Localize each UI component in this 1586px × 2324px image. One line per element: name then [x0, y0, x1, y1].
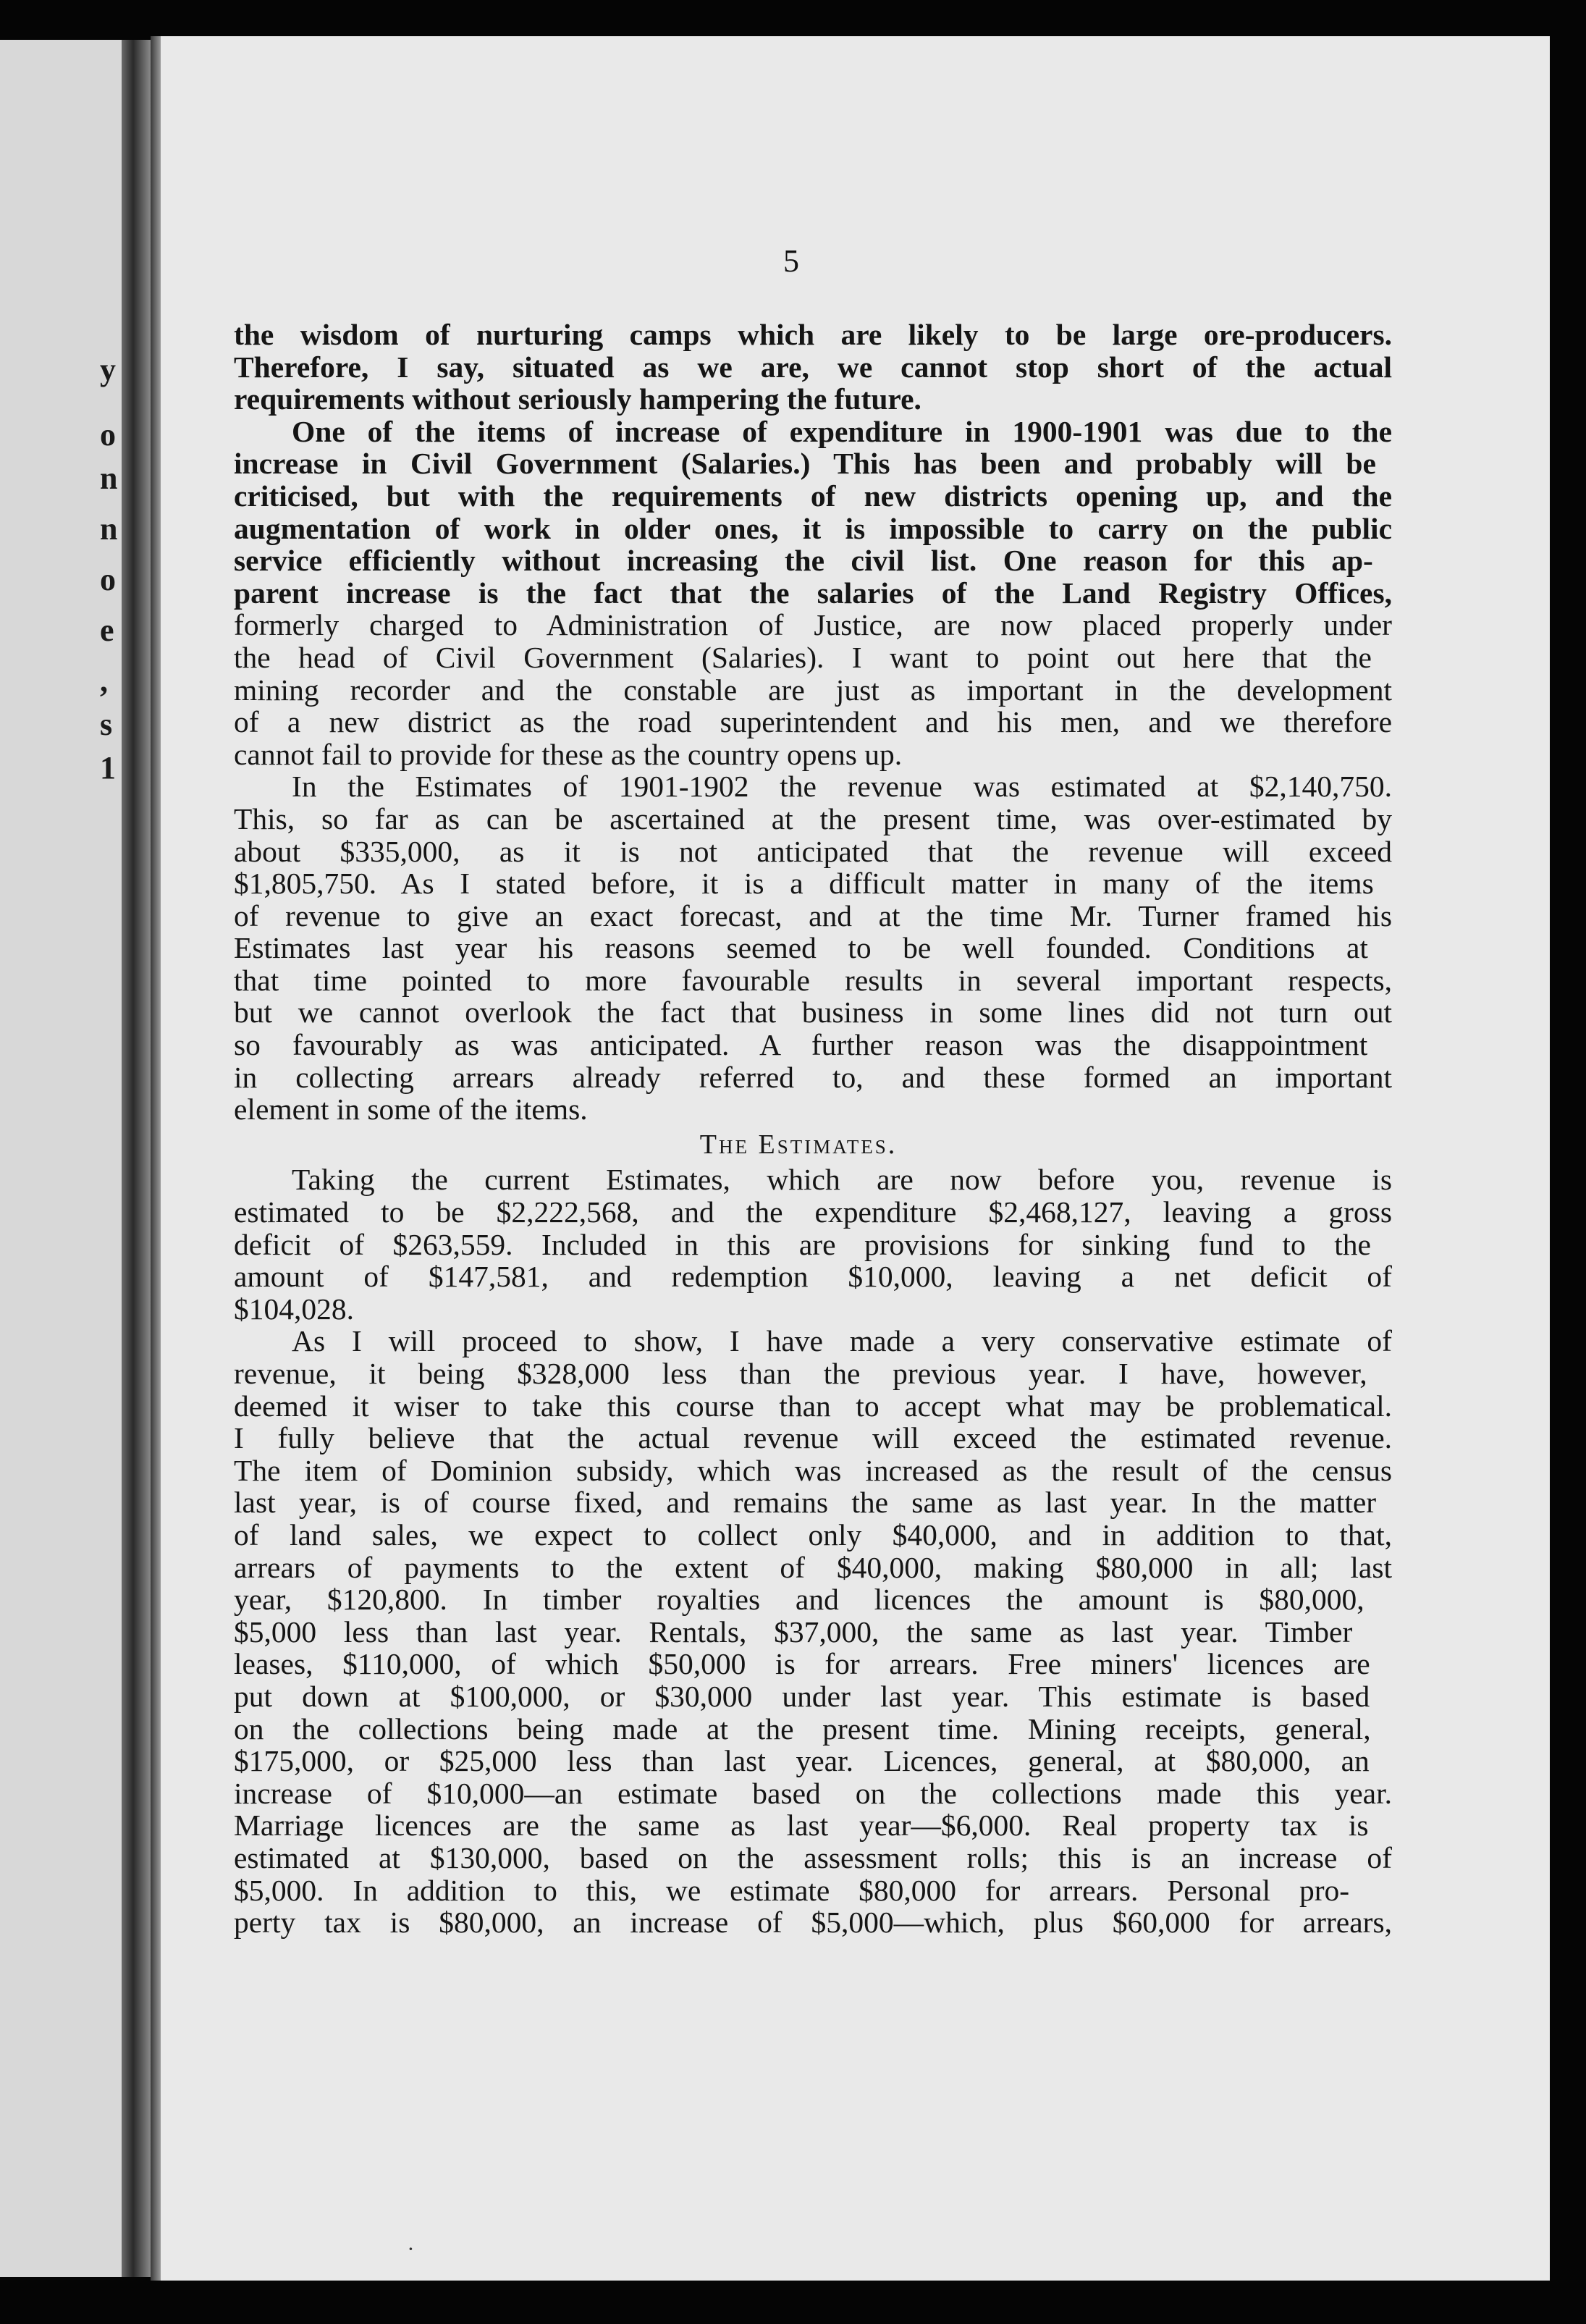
text-line: revenue, it being $328,000 less than the previous year. I have, however,	[234, 1357, 1367, 1390]
book-gutter	[122, 40, 151, 2277]
text-line: $1,805,750. As I stated before, it is a difficult matter in many of the items	[234, 867, 1374, 901]
text-line: arrears of payments to the extent of $40,000, making $80,000 in all; last	[234, 1550, 1392, 1584]
text-line: $5,000. In addition to this, we estimate $80,000 for arrears. Personal pro-	[234, 1873, 1350, 1907]
text-line: the wisdom of nurturing camps which are likely to be large ore-producers.	[234, 318, 1392, 351]
text-line: but we cannot overlook the fact that business in some lines did not turn out	[234, 995, 1392, 1030]
text-line: deficit of $263,559. Included in this are provisions for sinking fund to the	[234, 1227, 1371, 1261]
left-page-fragment: ,	[100, 663, 108, 699]
left-page-fragment: y	[100, 352, 116, 387]
text-line: criticised, but with the requirements of new districts opening up, and the	[234, 479, 1392, 513]
left-page-fragment: s	[100, 707, 113, 742]
text-line: increase of $10,000—an estimate based on the collections made this year.	[234, 1776, 1392, 1810]
text-line: In the Estimates of 1901-1902 the revenue was estimated at $2,140,750.	[292, 770, 1392, 804]
left-page-fragment: 1	[100, 750, 116, 786]
text-line: cannot fail to provide for these as the country opens up.	[234, 737, 903, 771]
text-line: of a new district as the road superintendent and his men, and we therefore	[234, 705, 1392, 739]
text-line: the head of Civil Government (Salaries). I want to point out here that the	[234, 640, 1372, 674]
left-page-fragment: o	[100, 417, 116, 452]
text-line: last year, is of course fixed, and remains the same as last year. In the matter	[234, 1486, 1377, 1520]
text-line: increase in Civil Government (Salaries.) This has been and probably will be	[234, 447, 1376, 481]
text-line: that time pointed to more favourable results in several important respects,	[234, 963, 1392, 997]
left-page-fragment: e	[100, 612, 114, 648]
text-line: $5,000 less than last year. Rentals, $37,000, the same as last year. Timber	[234, 1614, 1353, 1649]
left-page-fragment: n	[100, 511, 118, 547]
body-text	[234, 319, 1392, 1939]
text-line: formerly charged to Administration of Justice, are now placed properly under	[234, 608, 1392, 642]
text-line: of revenue to give an exact forecast, and at the time Mr. Turner framed his	[234, 898, 1392, 932]
text-line: element in some of the items.	[234, 1092, 588, 1127]
section-heading: The Estimates.	[699, 1129, 898, 1160]
left-page-edge	[0, 40, 122, 2277]
text-line: I fully believe that the actual revenue will exceed the estimated revenue.	[234, 1421, 1392, 1455]
text-line: estimated at $130,000, based on the assessment rolls; this is an increase of	[234, 1840, 1392, 1874]
text-line: Therefore, I say, situated as we are, we cannot stop short of the actual	[234, 350, 1392, 384]
text-line: The item of Dominion subsidy, which was increased as the result of the census	[234, 1453, 1392, 1487]
text-line: service efficiently without increasing the civil list. One reason for this ap-	[234, 544, 1373, 578]
text-line: in collecting arrears already referred to, and these formed an important	[234, 1060, 1392, 1094]
text-line: amount of $147,581, and redemption $10,000, leaving a net deficit of	[234, 1260, 1392, 1294]
text-line: so favourably as was anticipated. A further reason was the disappointment	[234, 1028, 1368, 1062]
text-line: $175,000, or $25,000 less than last year. Licences, general, at $80,000, an	[234, 1744, 1370, 1778]
page-spine-shadow	[151, 36, 161, 2281]
text-line: Taking the current Estimates, which are now before you, revenue is	[292, 1163, 1392, 1197]
text-line: put down at $100,000, or $30,000 under last year. This estimate is based	[234, 1679, 1370, 1713]
text-line: year, $120,800. In timber royalties and licences the amount is $80,000,	[234, 1583, 1364, 1617]
text-line: augmentation of work in older ones, it is impossible to carry on the public	[234, 511, 1392, 545]
text-line: As I will proceed to show, I have made a very conservative estimate of	[292, 1324, 1392, 1358]
text-line: Estimates last year his reasons seemed to be well founded. Conditions at	[234, 931, 1368, 965]
text-line: deemed it wiser to take this course than to accept what may be problematical.	[234, 1389, 1392, 1423]
ink-speck: ·	[408, 2237, 414, 2261]
text-line: Marriage licences are the same as last year—$6,000. Real property tax is	[234, 1809, 1369, 1843]
text-line: This, so far as can be ascertained at the present time, was over-estimated by	[234, 801, 1392, 835]
text-line: requirements without seriously hampering the future.	[234, 382, 921, 416]
text-line: perty tax is $80,000, an increase of $5,000—which, plus $60,000 for arrears,	[234, 1906, 1392, 1940]
document-page	[151, 36, 1550, 2281]
text-line: on the collections being made at the present time. Mining receipts, general,	[234, 1712, 1371, 1746]
text-line: estimated to be $2,222,568, and the expenditure $2,468,127, leaving a gross	[234, 1195, 1392, 1229]
text-line: of land sales, we expect to collect only $40,000, and in addition to that,	[234, 1517, 1392, 1552]
text-line: parent increase is the fact that the salaries of the Land Registry Offices,	[234, 576, 1392, 610]
text-line: about $335,000, as it is not anticipated that the revenue will exceed	[234, 834, 1392, 868]
page-number: 5	[783, 243, 799, 279]
left-page-fragment: o	[100, 562, 116, 597]
text-line: mining recorder and the constable are just as important in the development	[234, 673, 1392, 707]
left-page-fragment: n	[100, 460, 118, 496]
text-line: leases, $110,000, of which $50,000 is for arrears. Free miners' licences are	[234, 1647, 1370, 1681]
text-line: $104,028.	[234, 1292, 354, 1326]
text-line: One of the items of increase of expenditure in 1900-1901 was due to the	[292, 414, 1392, 448]
